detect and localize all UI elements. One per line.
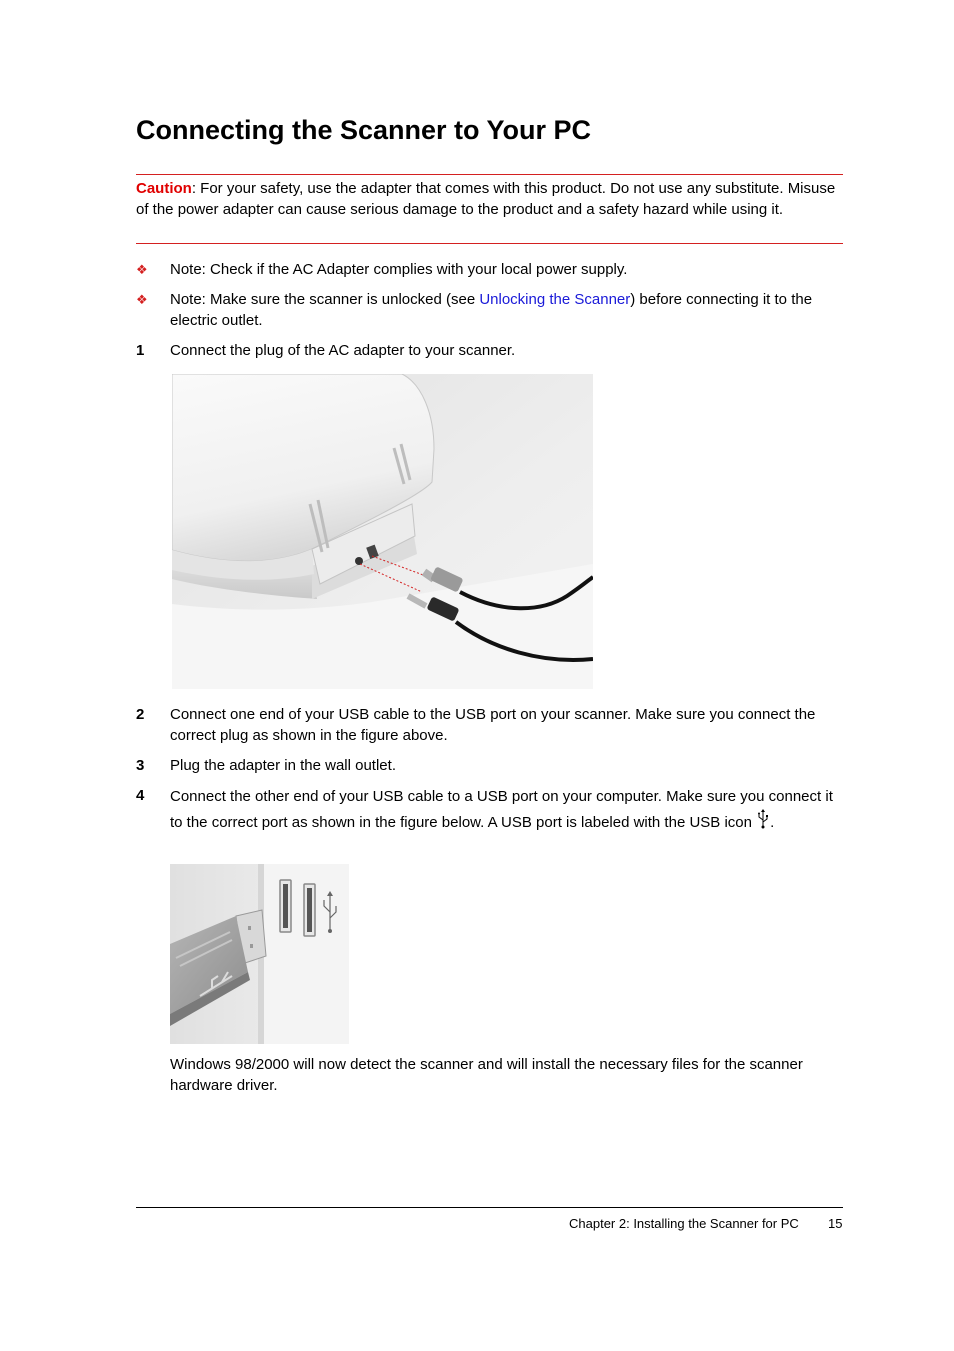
- usb-icon: [756, 809, 770, 829]
- step-2-text: Connect one end of your USB cable to the USB port on your scanner. Make sure you connect the correct plug as shown in the figure above.: [170, 706, 816, 744]
- step-number: 2: [136, 706, 145, 723]
- usb-port-figure: [170, 864, 349, 1044]
- footer-rule: [136, 1207, 843, 1208]
- page-title: Connecting the Scanner to Your PC: [136, 115, 592, 145]
- caution-bottom-rule: [136, 243, 843, 244]
- caution-box: [136, 178, 843, 220]
- step-number: 1: [136, 342, 145, 359]
- step-4-text: [170, 785, 843, 835]
- caution-top-rule: [136, 174, 843, 175]
- step-1-text: Connect the plug of the AC adapter to your scanner.: [170, 342, 516, 359]
- step-4-text-after: .: [770, 814, 775, 831]
- footer-chapter: Chapter 2: Installing the Scanner for PC: [569, 1216, 799, 1231]
- step-3-text: Plug the adapter in the wall outlet.: [170, 757, 396, 774]
- step-number: 4: [136, 787, 145, 804]
- page-number: 15: [828, 1216, 843, 1231]
- step-number: 3: [136, 757, 145, 774]
- detection-text: Windows 98/2000 will now detect the scanner and will install the necessary files for the scanner hardware driver.: [170, 1056, 803, 1094]
- caution-text: : For your safety, use the adapter that comes with this product. Do not use any substitute. Misuse of the power adapter can cause serious damage to the product and a safety hazard while using it.: [136, 180, 836, 218]
- scanner-connection-figure: [172, 374, 593, 689]
- step-4-text-before: Connect the other end of your USB cable to a USB port on your computer. Make sure you connect it to the correct port as shown in the figure below. A USB port is labeled with the USB icon: [170, 788, 833, 831]
- note-1: Note: Check if the AC Adapter complies with your local power supply.: [170, 261, 628, 278]
- caution-label: Caution: [136, 180, 192, 197]
- note-2: [170, 289, 843, 331]
- note-bullet-icon: ❖: [136, 292, 148, 307]
- unlocking-scanner-link[interactable]: Unlocking the Scanner: [479, 291, 631, 308]
- note-2-text-after: ) before connecting it to the electric outlet.: [170, 291, 813, 329]
- note-bullet-icon: ❖: [136, 262, 148, 277]
- note-2-text-before: Note: Make sure the scanner is unlocked (see: [170, 291, 480, 308]
